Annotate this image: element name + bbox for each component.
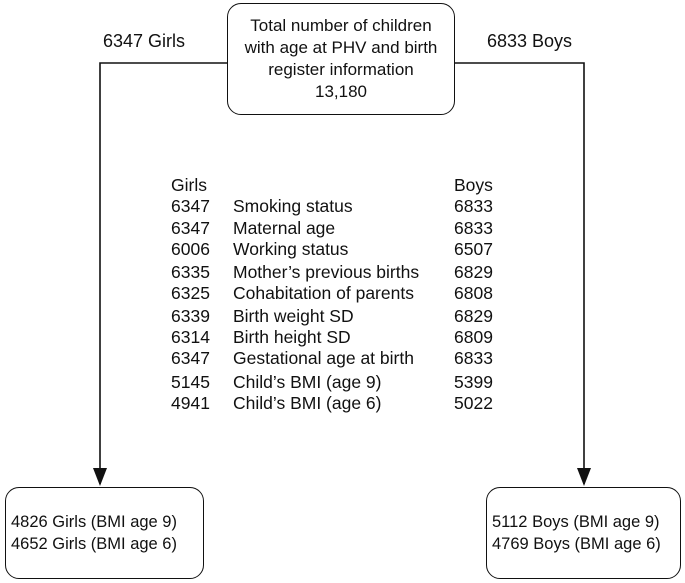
- girls-count: 4941: [171, 393, 210, 413]
- total-children-box: [227, 3, 455, 115]
- total-box-line-2: with age at PHV and birth: [244, 38, 438, 57]
- variable-label: Birth weight SD: [233, 306, 354, 326]
- variable-label: Birth height SD: [233, 327, 351, 347]
- girls-count: 6339: [171, 306, 210, 326]
- girls-bmi-age-6: 4652 Girls (BMI age 6): [11, 535, 177, 553]
- girls-arrow-head: [93, 468, 107, 486]
- variable-label: Child’s BMI (age 9): [233, 372, 382, 392]
- variable-label: Gestational age at birth: [233, 348, 414, 368]
- girls-column-header: Girls: [171, 175, 207, 195]
- total-box-line-3: register information: [268, 60, 414, 79]
- boys-count: 6833: [454, 196, 493, 216]
- total-box-count: 13,180: [315, 82, 367, 101]
- variable-label: Smoking status: [233, 196, 353, 216]
- girls-count: 5145: [171, 372, 210, 392]
- girls-count: 6347: [171, 196, 210, 216]
- girls-count: 6006: [171, 239, 210, 259]
- boys-branch-label: 6833 Boys: [487, 31, 573, 51]
- boys-bmi-age-9: 5112 Boys (BMI age 9): [492, 513, 660, 531]
- girls-count: 6347: [171, 348, 210, 368]
- boys-column-header: Boys: [454, 175, 493, 195]
- boys-count: 6808: [454, 283, 493, 303]
- variable-label: Mother’s previous births: [233, 262, 420, 282]
- boys-result-box: [486, 487, 681, 579]
- boys-count: 6829: [454, 262, 493, 282]
- variable-label: Maternal age: [233, 218, 336, 238]
- girls-count: 6325: [171, 283, 210, 303]
- boys-bmi-age-6: 4769 Boys (BMI age 6): [492, 535, 661, 553]
- boys-count: 6809: [454, 327, 493, 347]
- boys-count: 6833: [454, 348, 493, 368]
- girls-count: 6314: [171, 327, 210, 347]
- boys-arrow-head: [577, 468, 591, 486]
- girls-result-box: [5, 487, 204, 579]
- boys-count: 5022: [454, 393, 493, 413]
- total-box-line-1: Total number of children: [250, 16, 432, 35]
- girls-count: 6347: [171, 218, 210, 238]
- boys-count: 6829: [454, 306, 493, 326]
- variable-label: Working status: [233, 239, 349, 259]
- girls-count: 6335: [171, 262, 210, 282]
- variable-label: Cohabitation of parents: [233, 283, 414, 303]
- boys-count: 6507: [454, 239, 493, 259]
- girls-branch-label: 6347 Girls: [103, 31, 186, 51]
- boys-count: 5399: [454, 372, 493, 392]
- boys-count: 6833: [454, 218, 493, 238]
- girls-bmi-age-9: 4826 Girls (BMI age 9): [11, 513, 177, 531]
- variable-label: Child’s BMI (age 6): [233, 393, 382, 413]
